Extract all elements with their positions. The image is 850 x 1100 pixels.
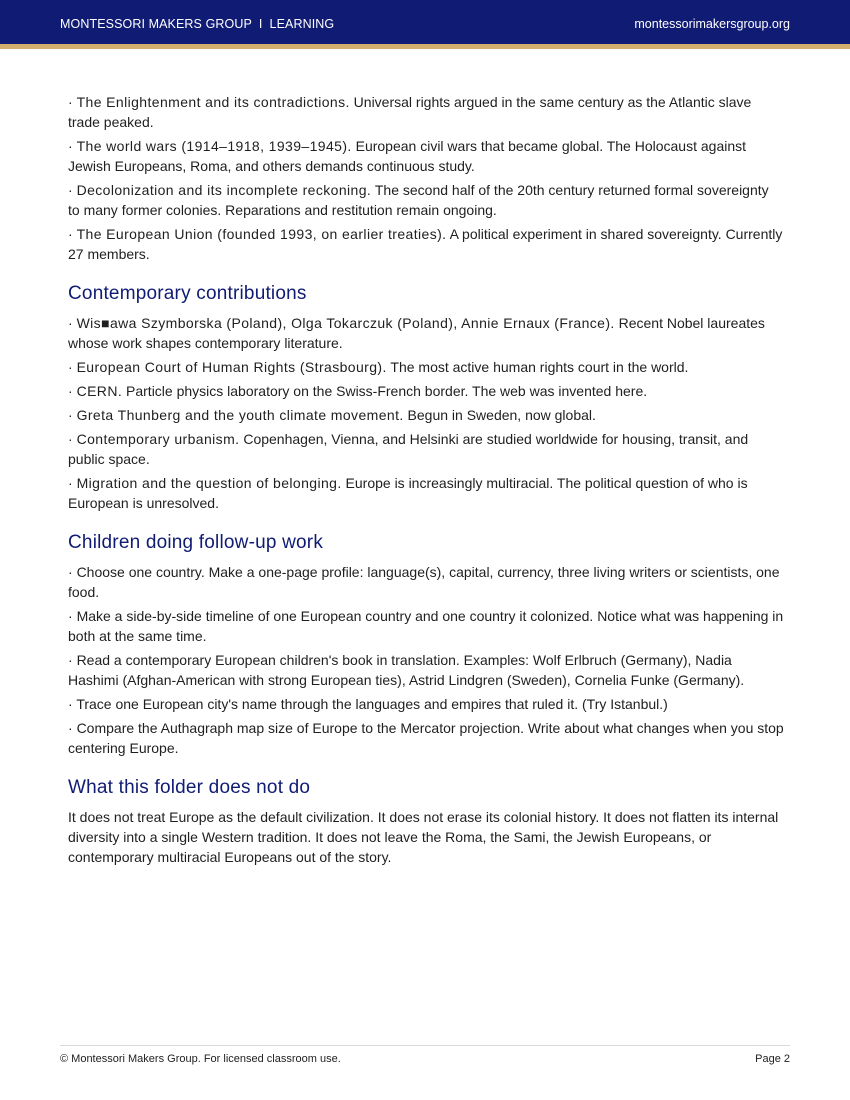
page-footer [60,1045,790,1065]
item-text: Europe is increasingly multiracial. The political question of who is European is unresolved. [68,475,748,511]
follow-up-list [68,562,784,758]
item-text: European civil wars that became global. The Holocaust against Jewish Europeans, Roma, and others demands continuous study. [68,138,747,174]
item-lead: The world wars (1914–1918, 1939–1945). [76,138,352,154]
item-lead: Greta Thunberg and the youth climate movement. [76,407,404,423]
item-lead: European Court of Human Rights (Strasbourg). [76,359,387,375]
list-item: · Wis■awa Szymborska (Poland), Olga Tokarczuk (Poland), Annie Ernaux (France). Recent Nobel laureates whose work shapes contemporary literature. [68,315,765,351]
item-lead: CERN. [76,383,123,399]
item-text: Compare the Authagraph map size of Europe to the Mercator projection. Write about what changes when you stop centering Europe. [68,720,784,756]
item-text: Universal rights argued in the same century as the Atlantic slave trade peaked. [68,94,752,130]
header-brand: MONTESSORI MAKERS GROUP I LEARNING [60,17,335,31]
list-item: · European Court of Human Rights (Strasbourg). The most active human rights court in the world. [68,359,689,375]
list-item: · Choose one country. Make a one-page profile: language(s), capital, currency, three living writers or scientists, one food. [68,564,780,600]
item-text: The second half of the 20th century returned formal sovereignty to many former colonies. Reparations and restitution remain ongoing. [68,182,769,218]
section-heading-does-not-do: What this folder does not do [68,777,311,798]
item-lead: The Enlightenment and its contradictions. [76,94,350,110]
header-bar [0,0,850,49]
item-text: Particle physics laboratory on the Swiss-French border. The web was invented here. [126,383,648,399]
list-item: · The world wars (1914–1918, 1939–1945). European civil wars that became global. The Holocaust against Jewish Europeans, Roma, and others demands continuous study. [68,138,747,174]
item-text: The most active human rights court in the world. [390,359,689,375]
intro-list [68,92,784,264]
item-lead: Decolonization and its incomplete reckoning. [76,182,372,198]
page-number: Page 2 [755,1053,790,1065]
item-text: A political experiment in shared sovereignty. Currently 27 members. [68,226,783,262]
item-text: Begun in Sweden, now global. [407,407,596,423]
list-item: · CERN. Particle physics laboratory on the Swiss-French border. The web was invented here. [68,383,648,399]
page-content [68,92,784,867]
item-text: Choose one country. Make a one-page profile: language(s), capital, currency, three living writers or scientists, one food. [68,564,780,600]
section-heading-follow-up: Children doing follow-up work [68,532,324,553]
closing-paragraph: It does not treat Europe as the default civilization. It does not erase its colonial history. It does not flatten its internal diversity into a single Western tradition. It does not leave the Roma, the Sami, the Jewish Europeans, or contemporary multiracial Europeans out of the story. [68,809,779,865]
item-lead: Contemporary urbanism. [76,431,240,447]
list-item: · Compare the Authagraph map size of Europe to the Mercator projection. Write about what changes when you stop centering Europe. [68,720,784,756]
section-heading-contributions: Contemporary contributions [68,283,307,304]
list-item: · Read a contemporary European children's book in translation. Examples: Wolf Erlbruch (Germany), Nadia Hashimi (Afghan-American with strong European ties), Astrid Lindgren (Sweden), Cornelia Funke (Germany). [68,652,745,688]
item-text: Read a contemporary European children's book in translation. Examples: Wolf Erlbruch (Germany), Nadia Hashimi (Afghan-American with strong European ties), Astrid Lindgren (Sweden), Cornelia Funke (Germany). [68,652,745,688]
list-item: · The Enlightenment and its contradictions. Universal rights argued in the same century as the Atlantic slave trade peaked. [68,94,752,130]
item-text: Recent Nobel laureates whose work shapes contemporary literature. [68,315,765,351]
list-item: · Make a side-by-side timeline of one European country and one country it colonized. Notice what was happening in both at the same time. [68,608,784,644]
item-lead: Wis■awa Szymborska (Poland), Olga Tokarczuk (Poland), Annie Ernaux (France). [76,315,615,331]
item-lead: Migration and the question of belonging. [76,475,342,491]
list-item: · Contemporary urbanism. Copenhagen, Vienna, and Helsinki are studied worldwide for housing, transit, and public space. [68,431,749,467]
list-item: · Trace one European city's name through the languages and empires that ruled it. (Try Istanbul.) [68,696,668,712]
list-item: · The European Union (founded 1993, on earlier treaties). A political experiment in shared sovereignty. Currently 27 members. [68,226,783,262]
item-lead: The European Union (founded 1993, on earlier treaties). [76,226,447,242]
item-text: Make a side-by-side timeline of one European country and one country it colonized. Notice what was happening in both at the same time. [68,608,784,644]
contributions-list [68,313,784,513]
list-item: · Greta Thunberg and the youth climate movement. Begun in Sweden, now global. [68,407,596,423]
list-item: · Migration and the question of belonging. Europe is increasingly multiracial. The political question of who is European is unresolved. [68,475,748,511]
header-site-link[interactable]: montessorimakersgroup.org [634,17,790,31]
footer-copyright: © Montessori Makers Group. For licensed classroom use. [60,1053,341,1065]
item-text: Copenhagen, Vienna, and Helsinki are studied worldwide for housing, transit, and public space. [68,431,749,467]
list-item: · Decolonization and its incomplete reckoning. The second half of the 20th century returned formal sovereignty to many former colonies. Reparations and restitution remain ongoing. [68,182,769,218]
item-text: Trace one European city's name through the languages and empires that ruled it. (Try Istanbul.) [76,696,668,712]
